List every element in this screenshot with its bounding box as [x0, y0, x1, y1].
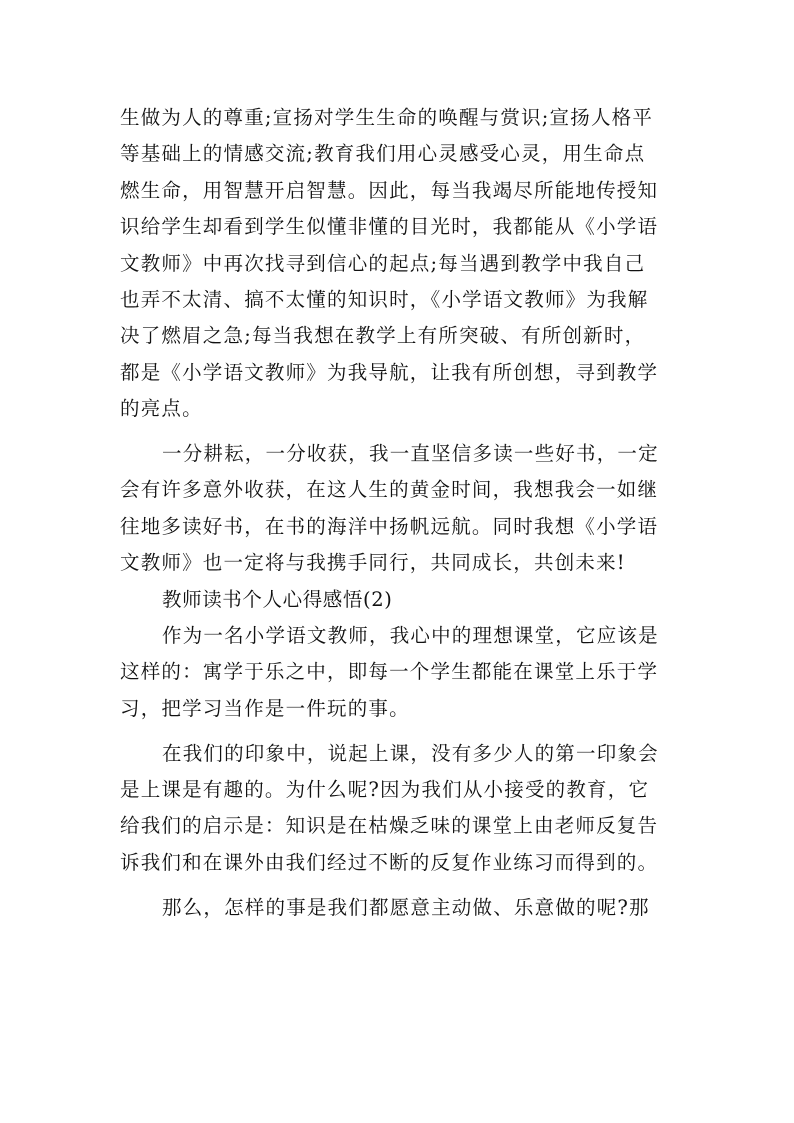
text-line: 是上课是有趣的。为什么呢?因为我们从小接受的教育，它	[120, 778, 650, 802]
text-line: 习，把学习当作是一件玩的事。	[120, 696, 410, 720]
text-line: 文教师》也一定将与我携手同行，共同成长，共创未来!	[120, 551, 626, 575]
text-line: 会有许多意外收获，在这人生的黄金时间，我想我会一如继	[120, 478, 659, 502]
text-line: 给我们的启示是：知识是在枯燥乏味的课堂上由老师反复告	[120, 814, 659, 838]
text-line: 决了燃眉之急;每当我想在教学上有所突破、有所创新时，	[120, 324, 646, 348]
text-line: 诉我们和在课外由我们经过不断的反复作业练习而得到的。	[120, 850, 659, 874]
paragraph-first-line: 一分耕耘，一分收获，我一直坚信多读一些好书，一定	[162, 442, 659, 466]
text-line: 等基础上的情感交流;教育我们用心灵感受心灵，用生命点	[120, 142, 646, 166]
paragraph-first-line: 作为一名小学语文教师，我心中的理想课堂，它应该是	[162, 623, 659, 647]
text-line: 往地多读好书，在书的海洋中扬帆远航。同时我想《小学语	[120, 514, 659, 538]
text-line: 文教师》中再次找寻到信心的起点;每当遇到教学中我自己	[120, 251, 646, 275]
text-line: 这样的：寓学于乐之中，即每一个学生都能在课堂上乐于学	[120, 660, 659, 684]
text-line: 的亮点。	[120, 397, 203, 421]
paragraph-first-line: 在我们的印象中，说起上课，没有多少人的第一印象会	[162, 741, 659, 765]
text-line: 也弄不太清、搞不太懂的知识时，《小学语文教师》为我解	[120, 287, 649, 311]
paragraph-first-line: 那么，怎样的事是我们都愿意主动做、乐意做的呢?那	[162, 895, 650, 919]
section-heading: 教师读书个人心得感悟(2)	[162, 587, 393, 611]
text-line: 都是《小学语文教师》为我导航，让我有所创想，寻到教学	[120, 360, 659, 384]
text-line: 识给学生却看到学生似懂非懂的目光时，我都能从《小学语	[120, 215, 659, 239]
document-page	[120, 100, 676, 926]
text-line: 生做为人的尊重;宣扬对学生生命的唤醒与赏识;宣扬人格平	[120, 106, 654, 129]
text-line: 燃生命，用智慧开启智慧。因此，每当我竭尽所能地传授知	[120, 178, 659, 202]
